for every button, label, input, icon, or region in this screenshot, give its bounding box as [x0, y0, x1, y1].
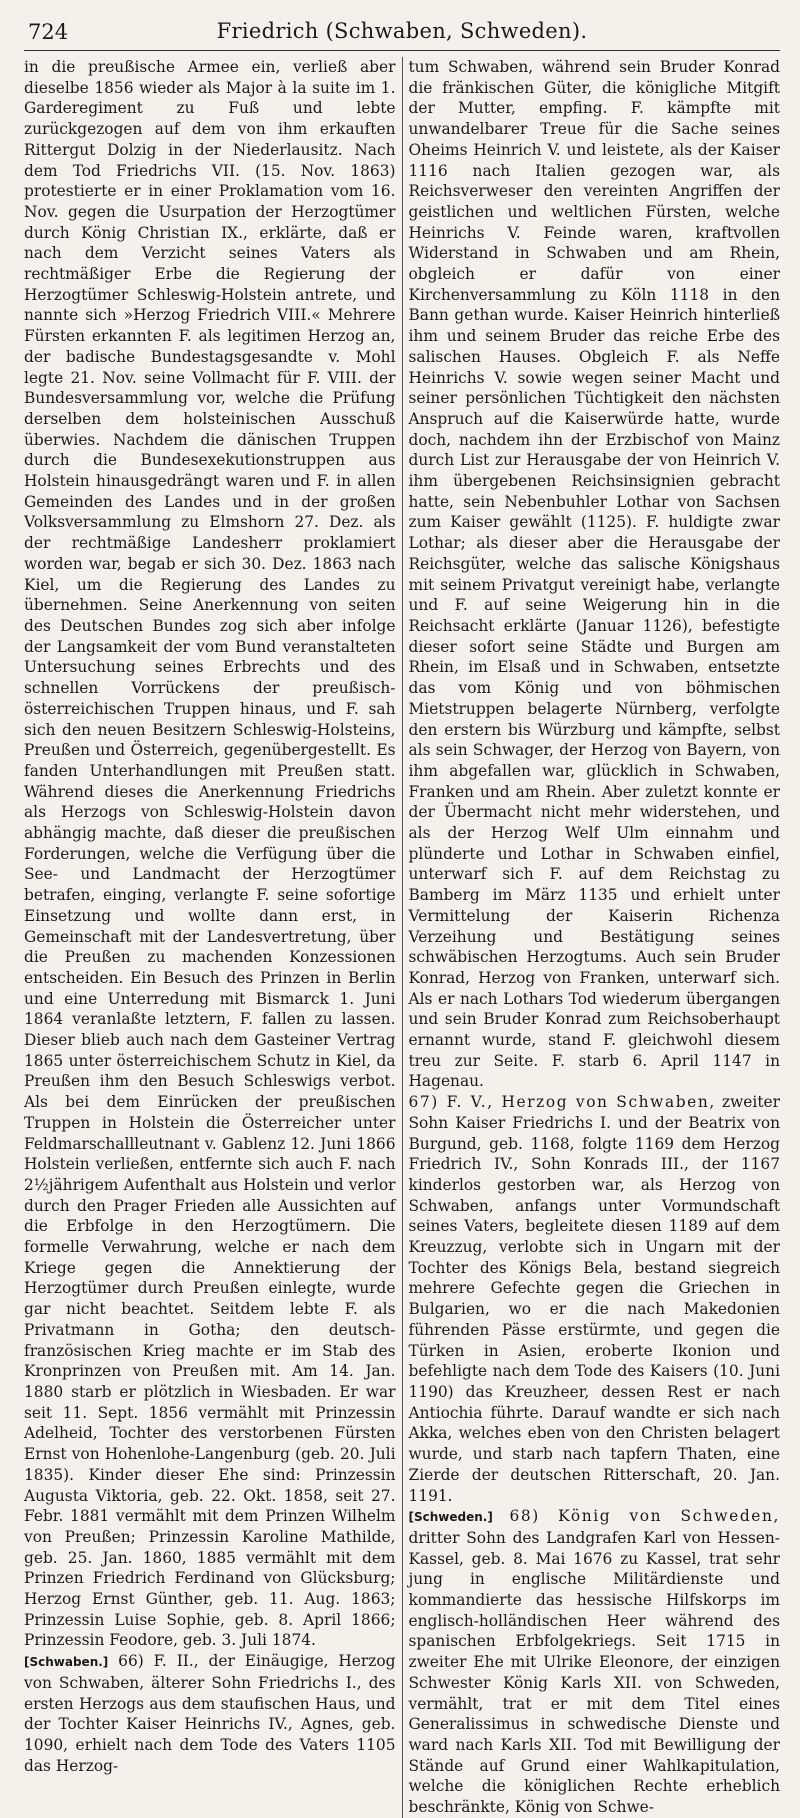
entry-paragraph: tum Schwaben, während sein Bruder Konrad die fränkischen Güter, die königliche Mitgift der Mutter, empfing. F. kämpfte mit unwandelbarer Treue für die Sache seines Oheims Heinrich V. und leistete, als der Kaiser 1116 nach Italien gezogen war, als Reichsverweser den vereinten Angriffen der geistlichen und weltlichen Fürsten, welche Heinrichs V. Feinde waren, kraftvollen Widerstand in Schwaben und am Rhein, obgleich er dafür von einer Kirchenversammlung zu Köln 1118 in den Bann gethan wurde. Kaiser Heinrich hinterließ ihm und seinem Bruder das reiche Erbe des salischen Hauses. Obgleich F. als Neffe Heinrichs V. sowie wegen seiner Macht und seiner persönlichen Tüchtigkeit den nächsten Anspruch auf die Kaiserwürde hatte, wurde doch, nachdem ihn der Erzbischof von Mainz durch List zur Herausgabe der von Heinrich V. ihm übergebenen Reichsinsignien gebracht hatte, sein Nebenbuhler Lothar von Sachsen zum Kaiser gewählt (1125). F. huldigte zwar Lothar; als dieser aber die Herausgabe der Reichsgüter, welche das salische Königshaus mit seinem Privatgut vereinigt habe, verlangte und F. auf seine Weigerung hin in die Reichsacht erklärte (Januar 1126), befestigte dieser sofort seine Städte und Burgen am Rhein, im Elsaß und in Schwaben, entsetzte das vom König und von böhmischen Mietstruppen belagerte Nürnberg, verfolgte den erstern bis Würzburg und kämpfte, selbst als sein Schwager, der Herzog von Bayern, von ihm abgefallen war, glücklich in Schwaben, Franken und am Rhein. Aber zuletzt konnte er der Übermacht nicht mehr widerstehen, und als der Herzog Welf Ulm einnahm und plünderte und Lothar in Schwaben einfiel, unterwarf sich F. auf dem Reichstag zu Bamberg im März 1135 und erhielt unter Vermittelung der Kaiserin Richenza Verzeihung und Bestätigung seines schwäbischen Herzogtums. Auch sein Bruder Konrad, Herzog von Franken, unterwarf sich. Als er nach Lothars Tod wiederum übergangen und sein Bruder Konrad zum Reichsoberhaupt ernannt wurde, stand F. gleichwohl diesem treu zur Seite. F. starb 6. April 1147 in Hagenau.: [408, 58, 780, 1091]
entry-heading: 68) König von Schweden,: [509, 1507, 780, 1526]
running-title: Friedrich (Schwaben, Schweden).: [216, 19, 588, 43]
entry-paragraph: in die preußische Armee ein, verließ aber dieselbe 1856 wieder als Major à la suite im 1. Garderegiment zu Fuß und lebte zurückgezogen auf dem von ihm erkauften Rittergut Dolzig in der Niederlausitz. Nach dem Tod Friedrichs VII. (15. Nov. 1863) protestierte er in einer Proklamation vom 16. Nov. gegen die Usurpation der Herzogtümer durch König Christian IX., erklärte, daß er nach dem Verzicht seines Vaters als rechtmäßiger Erbe die Regierung der Herzogtümer Schleswig-Holstein antrete, und nannte sich »Herzog Friedrich VIII.« Mehrere Fürsten erkannten F. als legitimen Herzog an, der badische Bundestagsgesandte v. Mohl legte 21. Nov. seine Vollmacht für F. VIII. der Bundesversammlung vor, welche die Prüfung derselben dem holsteinischen Ausschuß überwies. Nachdem die dänischen Truppen durch die Bundesexekutionstruppen aus Holstein hinausgedrängt waren und F. in allen Gemeinden des Landes und in der großen Volksversammlung zu Elmshorn 27. Dez. als der rechtmäßige Landesherr proklamiert worden war, begab er sich 30. Dez. 1863 nach Kiel, um die Regierung des Landes zu übernehmen. Seine Anerkennung von seiten des Deutschen Bundes zog sich aber infolge der Langsamkeit der vom Bund veranstalteten Untersuchung seines Erbrechts und des schnellen Vorrückens der preußisch-österreichischen Truppen hinaus, und F. sah sich den neuen Besitzern Schleswig-Holsteins, Preußen und Österreich, gegenübergestellt. Es fanden Unterhandlungen mit Preußen statt. Während dieses die Anerkennung Friedrichs als Herzogs von Schleswig-Holstein davon abhängig machte, daß dieser die preußischen Forderungen, welche die Verfügung über die See- und Landmacht der Herzogtümer betrafen, einging, verlangte F. seine sofortige Einsetzung und wollte dann erst, in Gemeinschaft mit der Landesvertretung, über die Preußen zu machenden Konzessionen entscheiden. Ein Besuch des Prinzen in Berlin und eine Unterredung mit Bismarck 1. Juni 1864 veranlaßte letztern, F. fallen zu lassen. Dieser blieb auch nach dem Gasteiner Vertrag 1865 unter österreichischem Schutz in Kiel, da Preußen ihm den Besuch Schleswigs verbot. Als bei dem Einrücken der preußischen Truppen in Holstein die Österreicher unter Feldmarschallleutnant v. Gablenz 12. Juni 1866 Holstein verließen, entfernte sich auch F. nach 2½jährigem Aufenthalt aus Holstein und verlor durch den Prager Frieden alle Aussichten auf die Erbfolge in den Herzogtümern. Die formelle Verwahrung, welche er nach dem Kriege gegen die Annektierung der Herzogtümer durch Preußen einlegte, wurde gar nicht beachtet. Seitdem lebte F. als Privatmann in Gotha; den deutsch-französischen Krieg machte er im Stab des Kronprinzen von Preußen mit. Am 14. Jan. 1880 starb er plötzlich in Wiesbaden. Er war seit 11. Sept. 1856 vermählt mit Prinzessin Adelheid, Tochter des verstorbenen Fürsten Ernst von Hohenlohe-Langenburg (geb. 20. Juli 1835). Kinder dieser Ehe sind: Prinzessin Augusta Viktoria, geb. 22. Okt. 1858, seit 27. Febr. 1881 vermählt mit dem Prinzen Wilhelm von Preußen; Prinzessin Karoline Mathilde, geb. 25. Jan. 1860, 1885 vermählt mit dem Prinzen Friedrich Ferdinand von Glücksburg; Herzog Ernst Günther, geb. 11. Aug. 1863; Prinzessin Luise Sophie, geb. 8. April 1866; Prinzessin Feodore, geb. 3. Juli 1874.: [24, 58, 396, 1650]
section-tag: [Schweden.]: [408, 1510, 493, 1525]
right-column: [409, 57, 781, 1818]
entry-67: [409, 1092, 781, 1506]
page-number: 724: [28, 20, 69, 44]
section-tag: [Schwaben.]: [24, 1655, 109, 1670]
left-column: [24, 57, 396, 1818]
entry-68: [409, 1506, 781, 1818]
entry-text: dritter Sohn des Landgrafen Karl von Hessen-Kassel, geb. 8. Mai 1676 zu Kassel, trat sehr jung in englische Militärdienste und kommandierte das hessische Hilfskorps im englisch-holländischen Heer während des spanischen Erbfolgekriegs. Seit 1715 in zweiter Ehe mit Ulrike Eleonore, der einzigen Schwester König Karls XII. von Schweden, vermählt, trat er mit dem Titel eines Generalissimus in schwedische Dienste und ward nach Karls XII. Tod mit Bewilligung der Stände auf Grund einer Wahlkapitulation, welche die königlichen Rechte erheblich beschränkte, König von Schwe-: [408, 1528, 780, 1817]
entry-66: [24, 1651, 396, 1776]
entry-heading: 67) F. V., Herzog von Schwaben,: [408, 1093, 716, 1112]
text-columns: [24, 57, 780, 1818]
page-header: [24, 12, 780, 51]
column-divider: [402, 57, 403, 1818]
entry-text: zweiter Sohn Kaiser Friedrichs I. und der Beatrix von Burgund, geb. 1168, folgte 1169 dem Herzog Friedrich IV., Sohn Konrads III., der 1167 kinderlos gestorben war, als Herzog von Schwaben, anfangs unter Vormundschaft seines Vaters, begleitete diesen 1189 auf dem Kreuzzug, verlobte sich in Ungarn mit der Tochter des Königs Bela, bestand siegreich mehrere Gefechte gegen die Griechen in Bulgarien, wo er die nach Makedonien führenden Pässe erstürmte, und gegen die Türken in Asien, eroberte Ikonion und befehligte nach dem Tode des Kaisers (10. Juni 1190) das Kreuzheer, dessen Rest er nach Antiochia führte. Darauf wandte er sich nach Akka, welches eben von den Christen belagert wurde, und starb nach tapfern Thaten, eine Zierde der deutschen Ritterschaft, 20. Jan. 1191.: [408, 1093, 780, 1505]
entry-text: 66) F. II., der Einäugige, Herzog von Schwaben, älterer Sohn Friedrichs I., des ersten Herzogs aus dem staufischen Haus, und der Tochter Kaiser Heinrichs IV., Agnes, geb. 1090, erhielt nach dem Tode des Vaters 1105 das Herzog-: [24, 1652, 396, 1775]
